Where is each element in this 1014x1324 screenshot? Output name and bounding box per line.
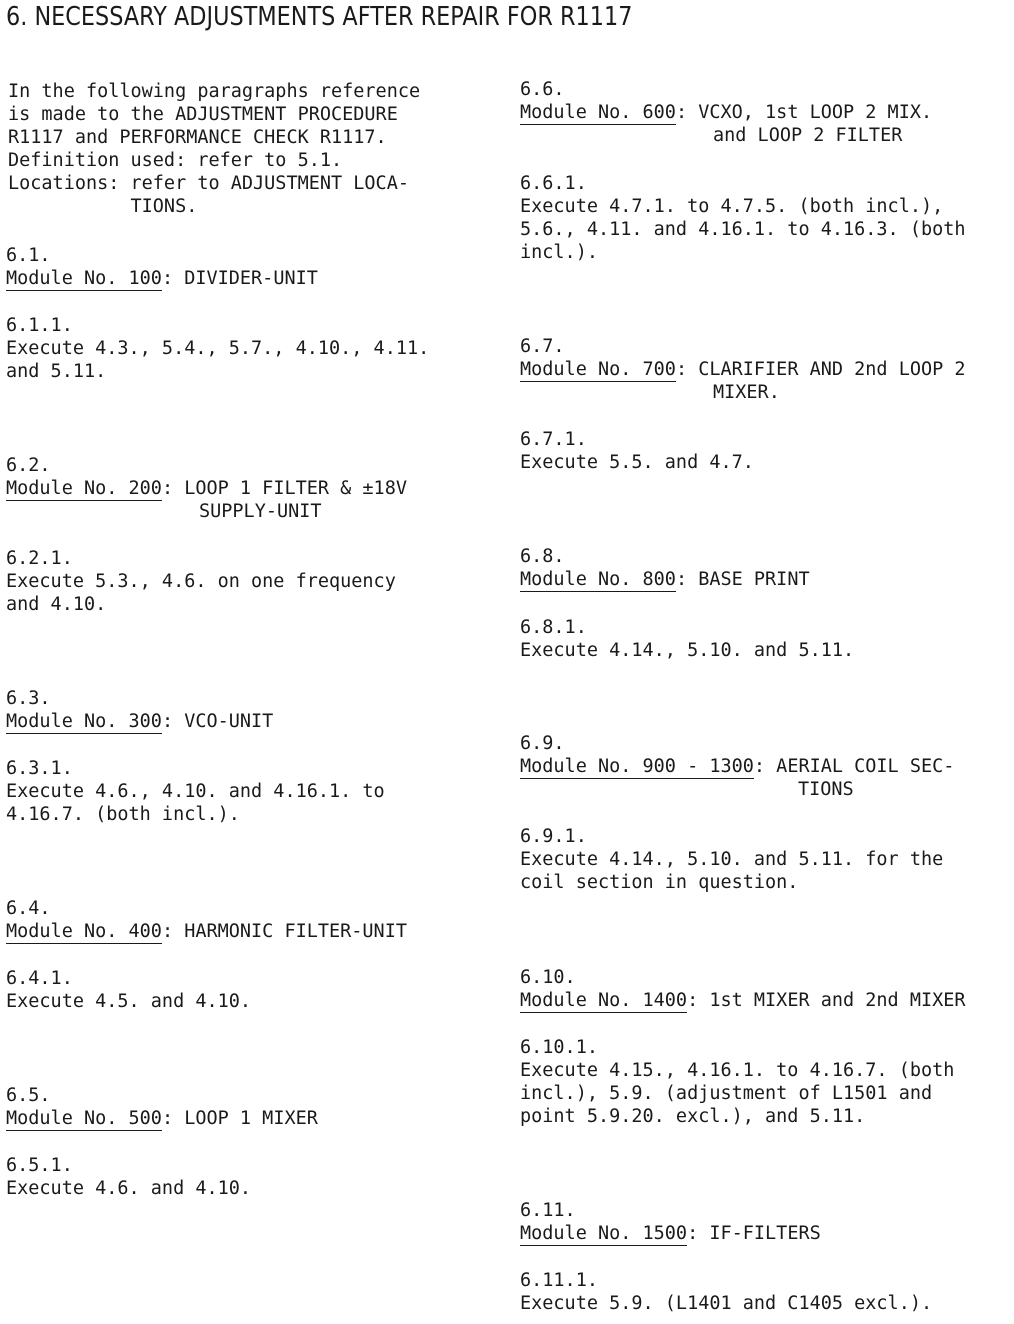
instruction-line: Execute 4.5. and 4.10. xyxy=(6,991,252,1012)
section-number: 6.11. xyxy=(520,1200,576,1221)
module-description-cont: and LOOP 2 FILTER xyxy=(713,125,903,146)
instruction-line: point 5.9.20. excl.), and 5.11. xyxy=(520,1106,866,1127)
section-6-3 xyxy=(6,687,273,733)
subsection-number: 6.4.1. xyxy=(6,968,73,989)
module-heading: Module No. 800 xyxy=(520,569,676,590)
module-heading: Module No. 1400 xyxy=(520,990,688,1011)
page-title: 6. NECESSARY ADJUSTMENTS AFTER REPAIR FOR R1117 xyxy=(6,2,633,32)
module-heading: Module No. 200 xyxy=(6,478,162,499)
section-6-7 xyxy=(520,335,966,404)
section-6-8 xyxy=(520,545,810,591)
module-description-cont: TIONS xyxy=(798,779,854,800)
subsection-number: 6.3.1. xyxy=(6,758,73,779)
instruction-line: Execute 4.14., 5.10. and 5.11. xyxy=(520,640,855,661)
subsection-number: 6.8.1. xyxy=(520,617,587,638)
subsection-6-5-1 xyxy=(6,1154,251,1200)
subsection-6-8-1 xyxy=(520,616,854,662)
module-heading: Module No. 900 - 1300 xyxy=(520,756,754,777)
section-number: 6.3. xyxy=(6,688,51,709)
instruction-line: and 4.10. xyxy=(6,594,107,615)
instruction-line: Execute 4.6. and 4.10. xyxy=(6,1178,252,1199)
module-description: : VCO-UNIT xyxy=(161,711,274,732)
section-number: 6.2. xyxy=(6,455,51,476)
section-6-10 xyxy=(520,966,966,1012)
subsection-6-10-1 xyxy=(520,1036,954,1128)
section-number: 6.4. xyxy=(6,898,51,919)
module-description: : AERIAL COIL SEC- xyxy=(753,756,955,777)
section-number: 6.10. xyxy=(520,967,576,988)
subsection-6-7-1 xyxy=(520,428,754,474)
intro-line: R1117 and PERFORMANCE CHECK R1117. xyxy=(8,127,387,148)
section-number: 6.6. xyxy=(520,79,565,100)
instruction-line: 4.16.7. (both incl.). xyxy=(6,804,240,825)
section-number: 6.9. xyxy=(520,733,565,754)
module-heading: Module No. 700 xyxy=(520,359,676,380)
subsection-number: 6.10.1. xyxy=(520,1037,598,1058)
intro-line: is made to the ADJUSTMENT PROCEDURE xyxy=(8,104,398,125)
module-description-cont: MIXER. xyxy=(713,382,780,403)
subsection-number: 6.1.1. xyxy=(6,315,73,336)
module-heading: Module No. 100 xyxy=(6,268,162,289)
module-description: : HARMONIC FILTER-UNIT xyxy=(161,921,407,942)
module-heading: Module No. 500 xyxy=(6,1108,162,1129)
subsection-6-6-1 xyxy=(520,172,966,264)
subsection-number: 6.11.1. xyxy=(520,1270,598,1291)
module-description: : LOOP 1 FILTER & ±18V xyxy=(161,478,407,499)
module-heading: Module No. 400 xyxy=(6,921,162,942)
section-6-1 xyxy=(6,244,318,290)
intro-paragraph xyxy=(8,80,420,218)
module-description: : DIVIDER-UNIT xyxy=(161,268,318,289)
instruction-line: Execute 4.3., 5.4., 5.7., 4.10., 4.11. xyxy=(6,338,430,359)
section-6-2 xyxy=(6,454,407,523)
module-description: : LOOP 1 MIXER xyxy=(161,1108,318,1129)
module-description: : VCXO, 1st LOOP 2 MIX. xyxy=(675,102,933,123)
instruction-line: Execute 4.15., 4.16.1. to 4.16.7. (both xyxy=(520,1060,955,1081)
instruction-line: Execute 4.14., 5.10. and 5.11. for the xyxy=(520,849,944,870)
subsection-number: 6.2.1. xyxy=(6,548,73,569)
module-description: : CLARIFIER AND 2nd LOOP 2 xyxy=(675,359,966,380)
module-description-cont: SUPPLY-UNIT xyxy=(199,501,322,522)
section-6-4 xyxy=(6,897,407,943)
module-description: : 1st MIXER and 2nd MIXER xyxy=(687,990,966,1011)
instruction-line: Execute 4.6., 4.10. and 4.16.1. to xyxy=(6,781,385,802)
instruction-line: coil section in question. xyxy=(520,872,799,893)
module-heading: Module No. 300 xyxy=(6,711,162,732)
section-6-6 xyxy=(520,78,932,147)
section-6-11 xyxy=(520,1199,821,1245)
subsection-number: 6.5.1. xyxy=(6,1155,73,1176)
subsection-6-3-1 xyxy=(6,757,385,826)
instruction-line: 5.6., 4.11. and 4.16.1. to 4.16.3. (both xyxy=(520,219,966,240)
instruction-line: Execute 5.5. and 4.7. xyxy=(520,452,754,473)
section-number: 6.7. xyxy=(520,336,565,357)
section-number: 6.1. xyxy=(6,245,51,266)
instruction-line: and 5.11. xyxy=(6,361,107,382)
module-description: : BASE PRINT xyxy=(675,569,810,590)
intro-line: In the following paragraphs reference xyxy=(8,81,421,102)
module-description: : IF-FILTERS xyxy=(687,1223,821,1244)
module-heading: Module No. 1500 xyxy=(520,1223,688,1244)
module-heading: Module No. 600 xyxy=(520,102,676,123)
subsection-6-4-1 xyxy=(6,967,251,1013)
instruction-line: Execute 4.7.1. to 4.7.5. (both incl.), xyxy=(520,196,944,217)
subsection-number: 6.7.1. xyxy=(520,429,587,450)
intro-line: Definition used: refer to 5.1. xyxy=(8,150,343,171)
subsection-6-1-1 xyxy=(6,314,429,383)
intro-line: TIONS. xyxy=(8,196,198,217)
instruction-line: Execute 5.9. (L1401 and C1405 excl.). xyxy=(520,1293,933,1314)
section-number: 6.8. xyxy=(520,546,565,567)
instruction-line: Execute 5.3., 4.6. on one frequency xyxy=(6,571,396,592)
subsection-number: 6.6.1. xyxy=(520,173,587,194)
subsection-6-2-1 xyxy=(6,547,396,616)
section-6-5 xyxy=(6,1084,318,1130)
subsection-number: 6.9.1. xyxy=(520,826,587,847)
section-6-9 xyxy=(520,732,954,801)
subsection-6-11-1 xyxy=(520,1269,932,1315)
intro-line: Locations: refer to ADJUSTMENT LOCA- xyxy=(8,173,409,194)
instruction-line: incl.), 5.9. (adjustment of L1501 and xyxy=(520,1083,933,1104)
subsection-6-9-1 xyxy=(520,825,943,894)
section-number: 6.5. xyxy=(6,1085,51,1106)
instruction-line: incl.). xyxy=(520,242,598,263)
